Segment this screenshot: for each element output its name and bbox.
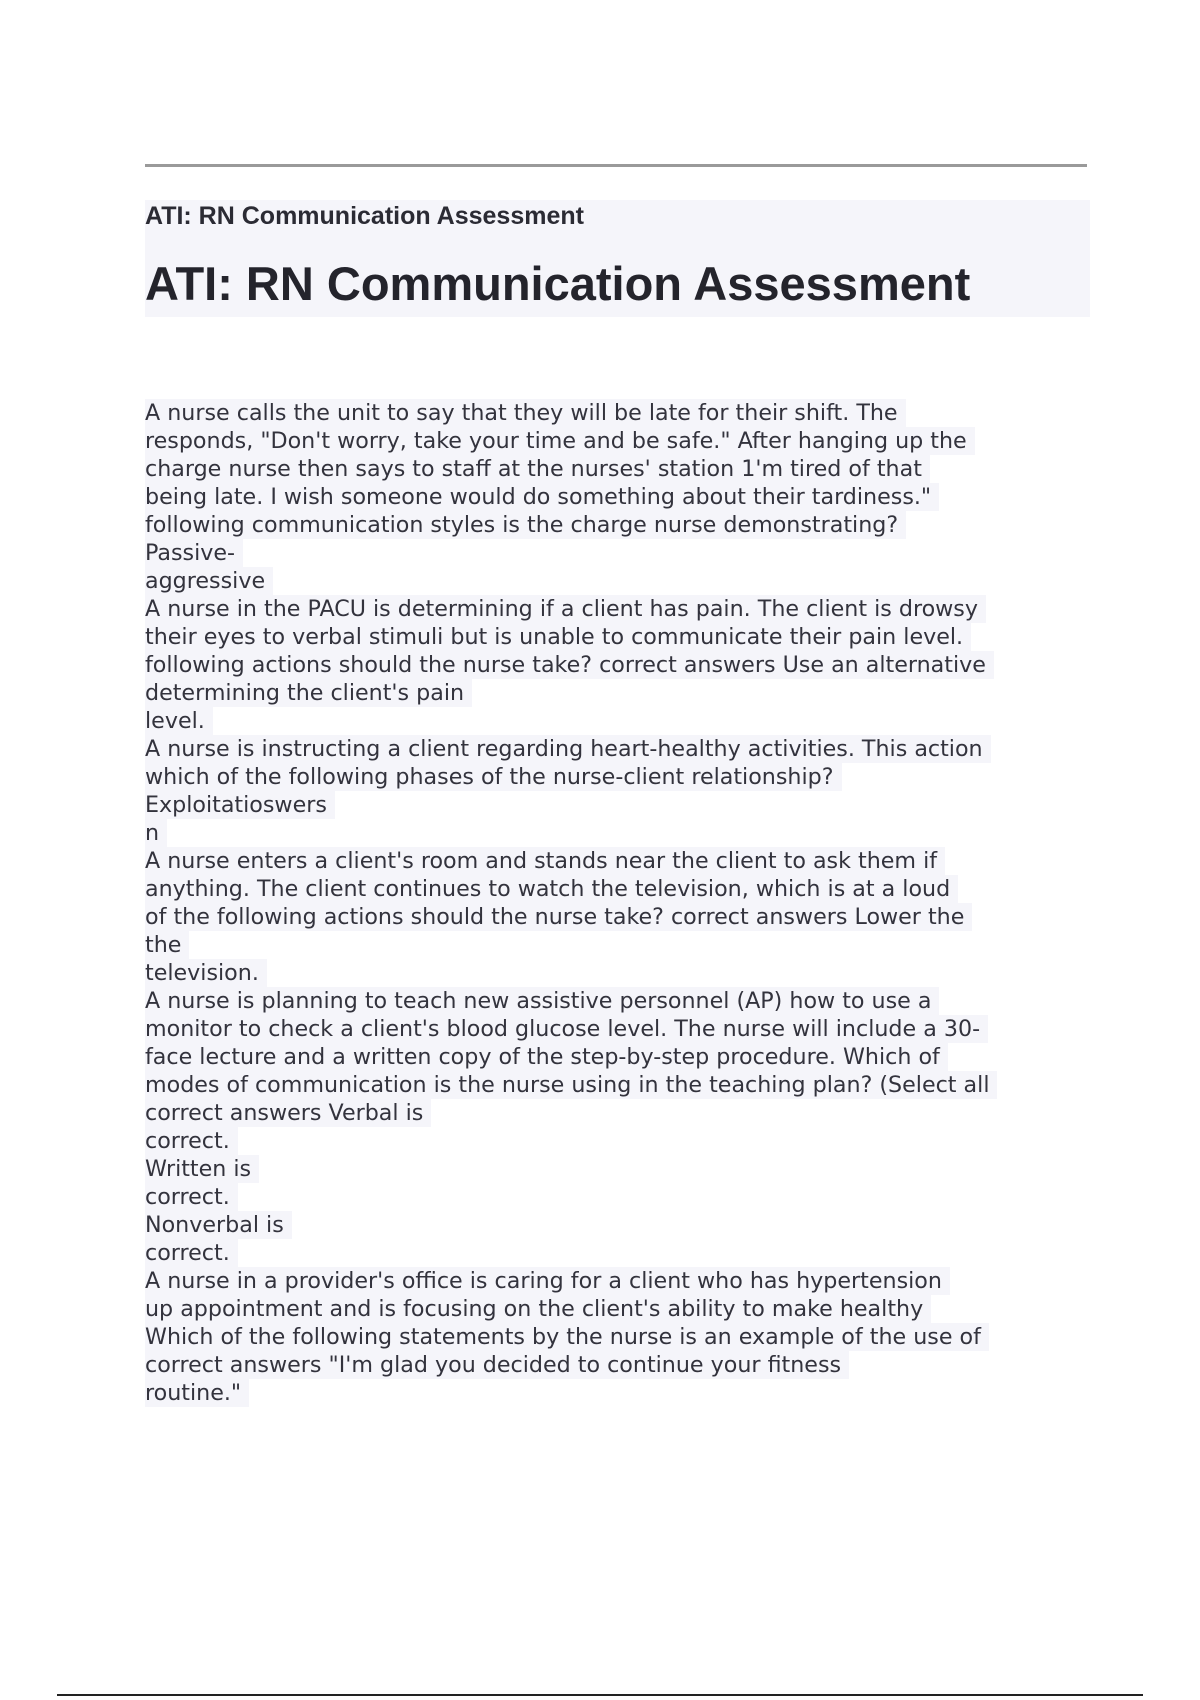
document-title: ATI: RN Communication Assessment xyxy=(145,257,971,310)
answer-line: aggressive xyxy=(145,567,273,595)
answer-line: Nonverbal is xyxy=(145,1211,292,1239)
text-line: A nurse is instructing a client regarding heart-healthy activities. This action xyxy=(145,735,991,763)
text-line: anything. The client continues to watch the television, which is at a loud xyxy=(145,875,958,903)
answer-line: television. xyxy=(145,959,267,987)
text-line: Which of the following statements by the nurse is an example of the use of xyxy=(145,1323,989,1351)
document-header xyxy=(145,200,1090,317)
text-line: their eyes to verbal stimuli but is unable to communicate their pain level. xyxy=(145,623,971,651)
text-line: A nurse is planning to teach new assistive personnel (AP) how to use a xyxy=(145,987,939,1015)
text-line: being late. I wish someone would do something about their tardiness." xyxy=(145,483,939,511)
answer-line: correct. xyxy=(145,1127,238,1155)
top-divider xyxy=(145,164,1087,167)
text-line: charge nurse then says to staff at the nurses' station 1'm tired of that xyxy=(145,455,930,483)
answer-line: routine." xyxy=(145,1379,249,1407)
text-line: monitor to check a client's blood glucose level. The nurse will include a 30- xyxy=(145,1015,988,1043)
answer-line: correct answers "I'm glad you decided to continue your fitness xyxy=(145,1351,849,1379)
answer-line: correct answers Verbal is xyxy=(145,1099,431,1127)
answer-line: Passive- xyxy=(145,539,243,567)
text-line: A nurse in the PACU is determining if a client has pain. The client is drowsy xyxy=(145,595,986,623)
text-line: of the following actions should the nurse take? correct answers Lower the xyxy=(145,903,972,931)
text-line: following actions should the nurse take? correct answers Use an alternative xyxy=(145,651,994,679)
text-line: determining the client's pain xyxy=(145,679,472,707)
bottom-divider xyxy=(57,1694,1143,1696)
answer-line: Exploitatioswers xyxy=(145,791,335,819)
text-line: responds, "Don't worry, take your time and be safe." After hanging up the xyxy=(145,427,975,455)
answer-line: n xyxy=(145,819,167,847)
text-line: modes of communication is the nurse using in the teaching plan? (Select all xyxy=(145,1071,997,1099)
text-line: A nurse calls the unit to say that they will be late for their shift. The xyxy=(145,399,906,427)
answer-line: Written is xyxy=(145,1155,259,1183)
text-line: up appointment and is focusing on the client's ability to make healthy xyxy=(145,1295,931,1323)
document-running-title: ATI: RN Communication Assessment xyxy=(145,202,584,230)
answer-line: correct. xyxy=(145,1183,238,1211)
text-line: A nurse enters a client's room and stands near the client to ask them if xyxy=(145,847,945,875)
text-line: following communication styles is the charge nurse demonstrating? xyxy=(145,511,906,539)
text-line: A nurse in a provider's office is caring for a client who has hypertension xyxy=(145,1267,950,1295)
answer-line: level. xyxy=(145,707,213,735)
text-line: which of the following phases of the nurse-client relationship? xyxy=(145,763,842,791)
document-body xyxy=(145,399,1105,1407)
answer-line: the xyxy=(145,931,189,959)
text-line: face lecture and a written copy of the step-by-step procedure. Which of xyxy=(145,1043,948,1071)
answer-line: correct. xyxy=(145,1239,238,1267)
